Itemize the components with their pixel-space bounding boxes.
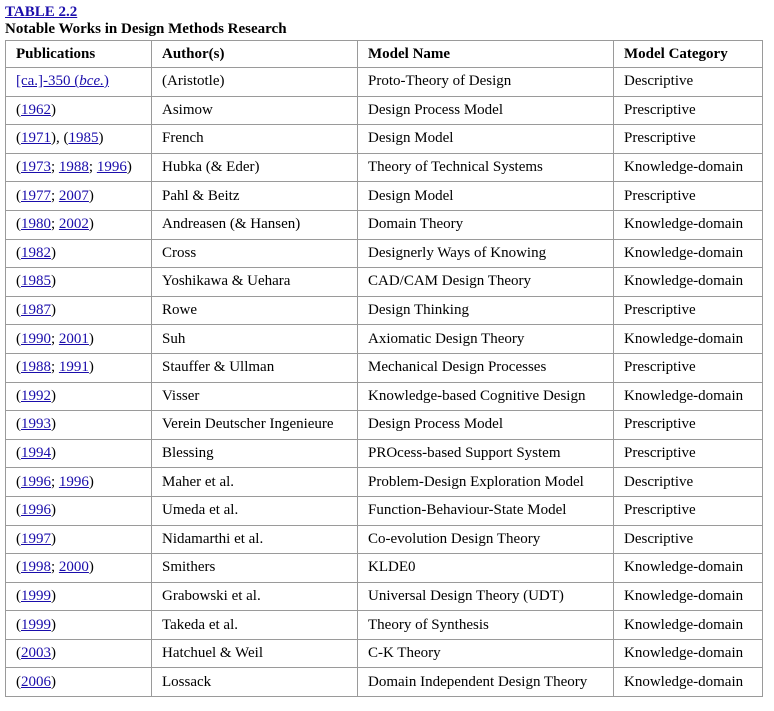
publication-year-link[interactable]: 2003 <box>21 645 51 662</box>
publication-punctuation: ( <box>16 244 21 261</box>
publication-punctuation: ) <box>88 187 94 204</box>
table-row <box>6 468 763 497</box>
cell-model-name: Knowledge-based Cognitive Design <box>358 382 614 411</box>
cell-author: Umeda et al. <box>152 496 358 525</box>
publication-punctuation: ) <box>51 302 56 319</box>
cell-model-name: Problem-Design Exploration Model <box>358 468 614 497</box>
publication-punctuation: ) <box>51 502 56 519</box>
cell-author: Nidamarthi et al. <box>152 525 358 554</box>
cell-model-category: Knowledge-domain <box>614 668 763 697</box>
cell-publications <box>6 296 152 325</box>
publication-punctuation: ; <box>88 159 97 176</box>
cell-author: Takeda et al. <box>152 611 358 640</box>
publication-year-link[interactable]: 1993 <box>21 416 51 433</box>
publication-year-link[interactable]: 1997 <box>21 530 51 547</box>
table-row <box>6 296 763 325</box>
publication-year-link[interactable]: 1962 <box>21 101 51 118</box>
publication-punctuation: ( <box>16 616 21 633</box>
publication-punctuation: ( <box>16 645 21 662</box>
cell-publications <box>6 525 152 554</box>
publication-year-link[interactable]: ) <box>103 73 109 90</box>
table-row <box>6 239 763 268</box>
cell-author: Pahl & Beitz <box>152 182 358 211</box>
cell-model-category: Prescriptive <box>614 439 763 468</box>
publication-punctuation: ( <box>16 445 21 462</box>
publication-punctuation: ) <box>51 416 56 433</box>
publication-punctuation: ) <box>51 244 56 261</box>
cell-author: Suh <box>152 325 358 354</box>
publication-year-link[interactable]: 1982 <box>21 244 51 261</box>
cell-model-name: C-K Theory <box>358 639 614 668</box>
table-row <box>6 325 763 354</box>
publication-punctuation: ) <box>88 473 94 490</box>
publication-year-link[interactable]: 1991 <box>58 359 89 376</box>
table-row <box>6 153 763 182</box>
publication-punctuation: ) <box>88 216 94 233</box>
publication-punctuation: ), ( <box>51 130 69 147</box>
publication-punctuation: ( <box>16 416 21 433</box>
publication-punctuation: ( <box>16 359 21 376</box>
publication-year-link[interactable]: 1987 <box>21 302 51 319</box>
publication-year-link[interactable]: 2006 <box>21 673 51 690</box>
publication-year-link[interactable]: [ca.]-350 ( <box>16 73 80 90</box>
table-row <box>6 353 763 382</box>
cell-model-name: Universal Design Theory (UDT) <box>358 582 614 611</box>
cell-publications <box>6 153 152 182</box>
table-header-row <box>6 41 763 68</box>
cell-model-category: Prescriptive <box>614 296 763 325</box>
publication-punctuation: ; <box>51 359 59 376</box>
cell-publications <box>6 382 152 411</box>
publication-punctuation: ( <box>16 530 21 547</box>
cell-model-category: Knowledge-domain <box>614 325 763 354</box>
publication-punctuation: ) <box>98 130 104 147</box>
cell-model-category: Knowledge-domain <box>614 239 763 268</box>
cell-model-category: Knowledge-domain <box>614 210 763 239</box>
cell-publications <box>6 411 152 440</box>
design-methods-table <box>5 40 763 697</box>
cell-model-category: Knowledge-domain <box>614 268 763 297</box>
cell-model-category: Prescriptive <box>614 353 763 382</box>
publication-year-link[interactable]: 1994 <box>21 445 51 462</box>
cell-publications <box>6 582 152 611</box>
cell-publications <box>6 125 152 154</box>
publication-punctuation: ( <box>16 502 21 519</box>
cell-model-name: Domain Theory <box>358 210 614 239</box>
publication-punctuation: ( <box>16 216 21 233</box>
cell-model-category: Knowledge-domain <box>614 611 763 640</box>
publication-year-link[interactable]: 1988 <box>58 159 89 176</box>
header-model-name: Model Name <box>358 41 614 68</box>
publication-punctuation: ( <box>16 187 21 204</box>
cell-author: French <box>152 125 358 154</box>
cell-author: Yoshikawa & Uehara <box>152 268 358 297</box>
cell-author: Verein Deutscher Ingenieure <box>152 411 358 440</box>
cell-model-name: PROcess-based Support System <box>358 439 614 468</box>
publication-year-link[interactable]: 2007 <box>58 187 89 204</box>
cell-model-category: Descriptive <box>614 525 763 554</box>
publication-punctuation: ; <box>51 559 59 576</box>
table-row <box>6 411 763 440</box>
publication-year-link[interactable]: 1992 <box>21 387 51 404</box>
cell-model-name: Axiomatic Design Theory <box>358 325 614 354</box>
publication-punctuation: ( <box>16 559 21 576</box>
cell-model-category: Knowledge-domain <box>614 382 763 411</box>
publication-punctuation: ) <box>88 330 94 347</box>
table-row <box>6 182 763 211</box>
cell-author: Grabowski et al. <box>152 582 358 611</box>
cell-model-name: Designerly Ways of Knowing <box>358 239 614 268</box>
cell-publications <box>6 439 152 468</box>
cell-publications <box>6 210 152 239</box>
cell-publications <box>6 554 152 583</box>
cell-author: Maher et al. <box>152 468 358 497</box>
publication-year-link[interactable]: bce. <box>79 73 104 90</box>
cell-model-category: Knowledge-domain <box>614 554 763 583</box>
publication-year-link[interactable]: 1990 <box>21 330 51 347</box>
cell-model-category: Knowledge-domain <box>614 582 763 611</box>
cell-model-category: Prescriptive <box>614 496 763 525</box>
publication-year-link[interactable]: 1980 <box>21 216 51 233</box>
cell-model-category: Prescriptive <box>614 182 763 211</box>
table-row <box>6 639 763 668</box>
publication-punctuation: ( <box>16 587 21 604</box>
publication-year-link[interactable]: 1999 <box>21 587 51 604</box>
cell-model-category: Knowledge-domain <box>614 153 763 182</box>
publication-year-link[interactable]: 1985 <box>21 273 51 290</box>
publication-punctuation: ) <box>51 673 56 690</box>
table-row <box>6 525 763 554</box>
table-container <box>5 4 763 697</box>
cell-model-name: Co-evolution Design Theory <box>358 525 614 554</box>
publication-punctuation: ) <box>51 445 56 462</box>
table-row <box>6 439 763 468</box>
cell-model-category: Descriptive <box>614 68 763 97</box>
cell-model-name: CAD/CAM Design Theory <box>358 268 614 297</box>
table-row <box>6 96 763 125</box>
publication-year-link[interactable]: 1996 <box>21 502 51 519</box>
cell-publications <box>6 611 152 640</box>
table-label-link[interactable]: TABLE 2.2 <box>5 4 78 20</box>
publication-punctuation: ; <box>51 159 59 176</box>
publication-punctuation: ) <box>88 559 94 576</box>
cell-author: Smithers <box>152 554 358 583</box>
table-row <box>6 554 763 583</box>
publication-punctuation: ; <box>51 473 59 490</box>
cell-publications <box>6 496 152 525</box>
publication-punctuation: ( <box>16 273 21 290</box>
publication-punctuation: ) <box>126 159 132 176</box>
publication-year-link[interactable]: 1985 <box>68 130 99 147</box>
cell-model-name: Domain Independent Design Theory <box>358 668 614 697</box>
cell-model-name: Function-Behaviour-State Model <box>358 496 614 525</box>
publication-punctuation: ; <box>51 187 59 204</box>
publication-punctuation: ) <box>51 616 56 633</box>
cell-publications <box>6 468 152 497</box>
publication-punctuation: ( <box>16 473 21 490</box>
cell-author: Cross <box>152 239 358 268</box>
publication-punctuation: ) <box>51 587 56 604</box>
cell-author: (Aristotle) <box>152 68 358 97</box>
cell-model-name: KLDE0 <box>358 554 614 583</box>
publication-punctuation: ( <box>16 673 21 690</box>
cell-model-category: Prescriptive <box>614 125 763 154</box>
cell-publications <box>6 325 152 354</box>
cell-model-name: Proto-Theory of Design <box>358 68 614 97</box>
publication-punctuation: ( <box>16 130 21 147</box>
publication-year-link[interactable]: 2002 <box>58 216 89 233</box>
cell-publications <box>6 353 152 382</box>
publication-year-link[interactable]: 1977 <box>21 187 51 204</box>
cell-model-name: Theory of Technical Systems <box>358 153 614 182</box>
table-row <box>6 268 763 297</box>
publication-year-link[interactable]: 2000 <box>58 559 89 576</box>
publication-year-link[interactable]: 1999 <box>21 616 51 633</box>
cell-model-category: Knowledge-domain <box>614 639 763 668</box>
cell-publications <box>6 668 152 697</box>
table-row <box>6 611 763 640</box>
cell-author: Visser <box>152 382 358 411</box>
publication-punctuation: ; <box>51 216 59 233</box>
cell-author: Hatchuel & Weil <box>152 639 358 668</box>
table-row <box>6 582 763 611</box>
cell-model-category: Descriptive <box>614 468 763 497</box>
publication-punctuation: ) <box>51 101 56 118</box>
publication-punctuation: ; <box>51 330 59 347</box>
cell-author: Rowe <box>152 296 358 325</box>
cell-publications <box>6 639 152 668</box>
cell-model-name: Mechanical Design Processes <box>358 353 614 382</box>
table-body <box>6 68 763 697</box>
publication-punctuation: ) <box>51 273 56 290</box>
table-row <box>6 382 763 411</box>
cell-publications <box>6 68 152 97</box>
publication-year-link[interactable]: 1996 <box>21 473 51 490</box>
publication-punctuation: ( <box>16 330 21 347</box>
header-publications: Publications <box>6 41 152 68</box>
cell-publications <box>6 96 152 125</box>
publication-year-link[interactable]: 1996 <box>58 473 89 490</box>
cell-author: Asimow <box>152 96 358 125</box>
table-row <box>6 68 763 97</box>
table-row <box>6 210 763 239</box>
publication-punctuation: ) <box>51 645 56 662</box>
cell-model-category: Prescriptive <box>614 96 763 125</box>
cell-publications <box>6 182 152 211</box>
publication-year-link[interactable]: 1971 <box>21 130 51 147</box>
cell-author: Blessing <box>152 439 358 468</box>
header-model-category: Model Category <box>614 41 763 68</box>
cell-author: Stauffer & Ullman <box>152 353 358 382</box>
cell-publications <box>6 239 152 268</box>
cell-publications <box>6 268 152 297</box>
cell-model-name: Design Model <box>358 182 614 211</box>
cell-model-name: Design Process Model <box>358 411 614 440</box>
table-title: Notable Works in Design Methods Research <box>5 21 287 37</box>
header-authors: Author(s) <box>152 41 358 68</box>
publication-year-link[interactable]: 1996 <box>96 159 127 176</box>
table-row <box>6 125 763 154</box>
publication-punctuation: ( <box>16 387 21 404</box>
publication-punctuation: ) <box>51 530 56 547</box>
publication-year-link[interactable]: 2001 <box>58 330 89 347</box>
cell-author: Hubka (& Eder) <box>152 153 358 182</box>
cell-model-name: Design Model <box>358 125 614 154</box>
publication-punctuation: ( <box>16 101 21 118</box>
publication-punctuation: ( <box>16 159 21 176</box>
publication-punctuation: ( <box>16 302 21 319</box>
cell-author: Lossack <box>152 668 358 697</box>
publication-year-link[interactable]: 1998 <box>21 559 51 576</box>
cell-model-name: Design Thinking <box>358 296 614 325</box>
cell-model-name: Theory of Synthesis <box>358 611 614 640</box>
publication-punctuation: ) <box>51 387 56 404</box>
cell-model-name: Design Process Model <box>358 96 614 125</box>
cell-model-category: Prescriptive <box>614 411 763 440</box>
cell-author: Andreasen (& Hansen) <box>152 210 358 239</box>
publication-year-link[interactable]: 1988 <box>21 359 51 376</box>
publication-punctuation: ) <box>88 359 94 376</box>
table-row <box>6 496 763 525</box>
publication-year-link[interactable]: 1973 <box>21 159 51 176</box>
table-row <box>6 668 763 697</box>
